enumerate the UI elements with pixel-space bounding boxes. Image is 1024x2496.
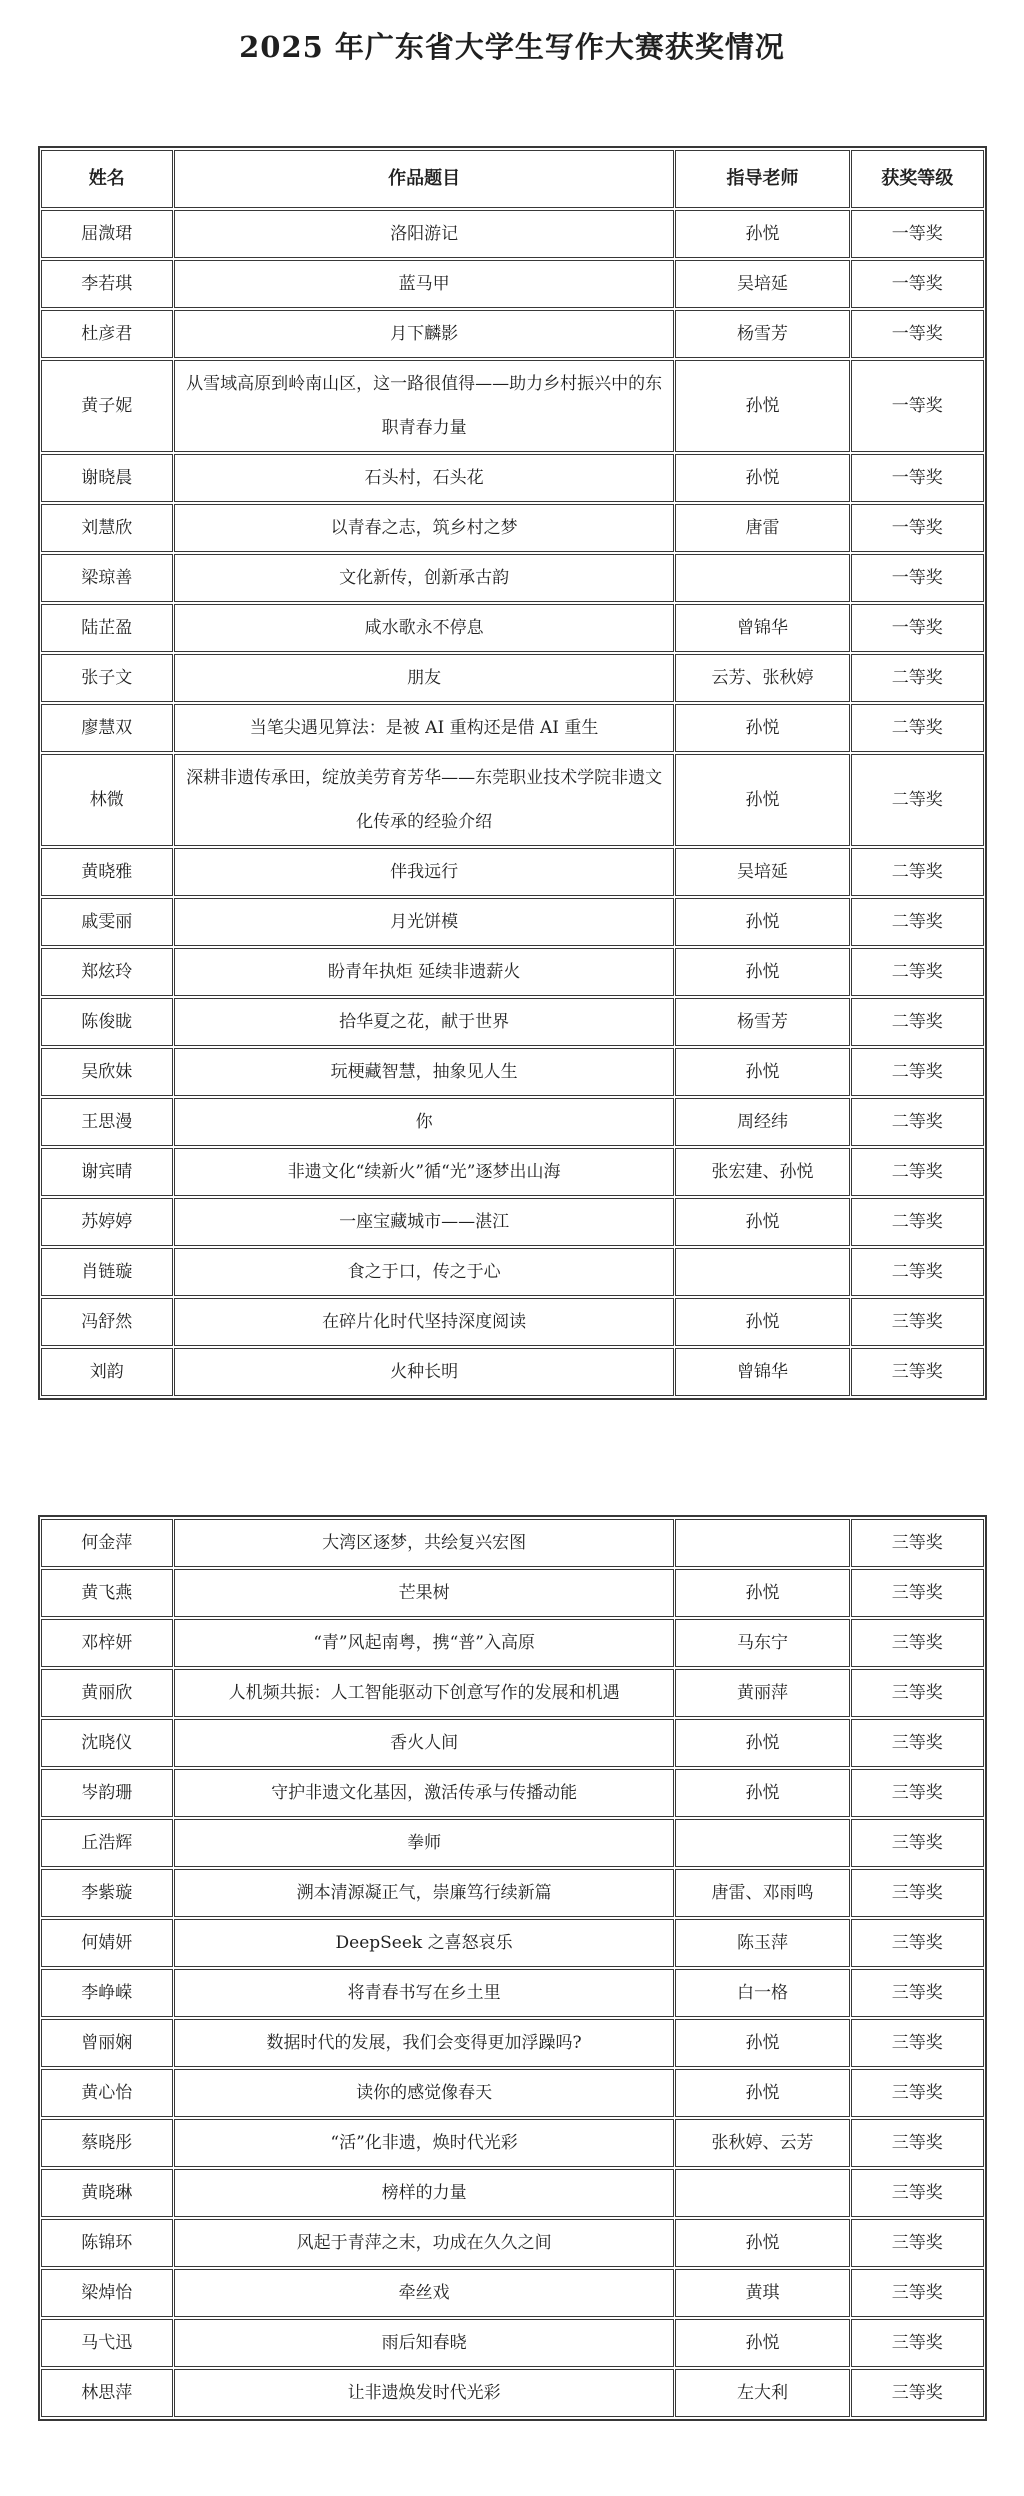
cell-work_title: 守护非遗文化基因，激活传承与传播动能 [174,1769,674,1817]
cell-name: 谢晓晨 [41,454,174,502]
cell-name: 马弋迅 [41,2319,174,2367]
cell-work_title: 大湾区逐梦，共绘复兴宏图 [174,1519,674,1567]
cell-advisor: 孙悦 [675,210,850,258]
cell-work_title: 从雪域高原到岭南山区，这一路很值得——助力乡村振兴中的东职青春力量 [174,360,674,452]
cell-name: 廖慧双 [41,704,174,752]
cell-name: 李峥嵘 [41,1969,174,2017]
cell-advisor [675,1819,850,1867]
cell-award_level: 二等奖 [851,1148,984,1196]
cell-work_title: “活”化非遗，焕时代光彩 [174,2119,674,2167]
page-title: 2025 年广东省大学生写作大赛获奖情况 [239,30,785,64]
cell-advisor: 孙悦 [675,948,850,996]
cell-award_level: 三等奖 [851,2119,984,2167]
cell-work_title: 以青春之志，筑乡村之梦 [174,504,674,552]
cell-work_title: 人机频共振：人工智能驱动下创意写作的发展和机遇 [174,1669,674,1717]
cell-advisor: 唐雷 [675,504,850,552]
table-row [41,2369,984,2417]
cell-work_title: 非遗文化“续新火”循“光”逐梦出山海 [174,1148,674,1196]
cell-name: 肖链璇 [41,1248,174,1296]
cell-award_level: 三等奖 [851,2319,984,2367]
cell-work_title: 月下麟影 [174,310,674,358]
cell-work_title: 风起于青萍之末，功成在久久之间 [174,2219,674,2267]
cell-award_level: 二等奖 [851,704,984,752]
cell-name: 曾丽娴 [41,2019,174,2067]
cell-advisor: 孙悦 [675,1769,850,1817]
cell-name: 张子文 [41,654,174,702]
cell-advisor: 孙悦 [675,1298,850,1346]
cell-work_title: 一座宝藏城市——湛江 [174,1198,674,1246]
cell-award_level: 二等奖 [851,654,984,702]
table-row [41,948,984,996]
cell-award_level: 三等奖 [851,2169,984,2217]
table-row [41,754,984,846]
table-body-section-1 [41,210,984,1396]
table-body-section-2 [41,1519,984,2417]
table-row [41,604,984,652]
cell-award_level: 一等奖 [851,554,984,602]
cell-award_level: 一等奖 [851,260,984,308]
cell-advisor: 孙悦 [675,1048,850,1096]
cell-advisor: 周经纬 [675,1098,850,1146]
table-header-row [41,150,984,208]
cell-work_title: 将青春书写在乡土里 [174,1969,674,2017]
cell-work_title: 深耕非遗传承田，绽放美劳育芳华——东莞职业技术学院非遗文化传承的经验介绍 [174,754,674,846]
cell-award_level: 一等奖 [851,504,984,552]
cell-work_title: 文化新传，创新承古韵 [174,554,674,602]
cell-award_level: 二等奖 [851,898,984,946]
cell-advisor: 孙悦 [675,754,850,846]
cell-award_level: 二等奖 [851,848,984,896]
table-row [41,2169,984,2217]
column-header-advisor: 指导老师 [675,150,850,208]
cell-advisor: 云芳、张秋婷 [675,654,850,702]
cell-award_level: 三等奖 [851,1619,984,1667]
cell-name: 邓梓妍 [41,1619,174,1667]
cell-name: 谢宾晴 [41,1148,174,1196]
cell-name: 屈溦珺 [41,210,174,258]
cell-work_title: 你 [174,1098,674,1146]
cell-work_title: 芒果树 [174,1569,674,1617]
cell-advisor: 白一格 [675,1969,850,2017]
cell-name: 何金萍 [41,1519,174,1567]
table-row [41,1248,984,1296]
cell-name: 杜彦君 [41,310,174,358]
cell-name: 梁琼善 [41,554,174,602]
cell-name: 何婧妍 [41,1919,174,1967]
cell-name: 王思漫 [41,1098,174,1146]
cell-work_title: 朋友 [174,654,674,702]
cell-work_title: 让非遗焕发时代光彩 [174,2369,674,2417]
awards-table-continued [38,1515,987,2421]
table-row [41,210,984,258]
cell-name: 黄晓琳 [41,2169,174,2217]
cell-advisor: 孙悦 [675,2219,850,2267]
cell-work_title: 数据时代的发展，我们会变得更加浮躁吗? [174,2019,674,2067]
table-row [41,260,984,308]
table-row [41,1148,984,1196]
table-row [41,310,984,358]
cell-work_title: 玩梗藏智慧，抽象见人生 [174,1048,674,1096]
cell-name: 刘韵 [41,1348,174,1396]
cell-name: 黄飞燕 [41,1569,174,1617]
cell-award_level: 三等奖 [851,1769,984,1817]
cell-work_title: 在碎片化时代坚持深度阅读 [174,1298,674,1346]
cell-award_level: 一等奖 [851,310,984,358]
table-row [41,704,984,752]
cell-award_level: 一等奖 [851,454,984,502]
cell-award_level: 三等奖 [851,1869,984,1917]
cell-advisor: 张宏建、孙悦 [675,1148,850,1196]
table-row [41,1669,984,1717]
cell-work_title: 盼青年执炬 延续非遗薪火 [174,948,674,996]
table-row [41,454,984,502]
cell-name: 戚雯丽 [41,898,174,946]
cell-award_level: 三等奖 [851,1969,984,2017]
cell-award_level: 二等奖 [851,754,984,846]
cell-advisor: 孙悦 [675,2319,850,2367]
cell-advisor: 孙悦 [675,2069,850,2117]
table-row [41,1519,984,1567]
cell-name: 林微 [41,754,174,846]
cell-award_level: 一等奖 [851,360,984,452]
table-row [41,1569,984,1617]
cell-advisor: 黄琪 [675,2269,850,2317]
table-row [41,1098,984,1146]
cell-advisor: 马东宁 [675,1619,850,1667]
cell-name: 李若琪 [41,260,174,308]
cell-work_title: 榜样的力量 [174,2169,674,2217]
cell-work_title: 拳师 [174,1819,674,1867]
cell-advisor: 吴培延 [675,260,850,308]
table-row [41,2119,984,2167]
cell-advisor: 张秋婷、云芳 [675,2119,850,2167]
table-row [41,1048,984,1096]
cell-award_level: 三等奖 [851,1819,984,1867]
cell-name: 丘浩辉 [41,1819,174,1867]
cell-advisor [675,1519,850,1567]
cell-advisor: 唐雷、邓雨鸣 [675,1869,850,1917]
table-row [41,2069,984,2117]
table-row [41,2269,984,2317]
table-row [41,1819,984,1867]
cell-work_title: “青”风起南粤，携“普”入高原 [174,1619,674,1667]
table-row [41,1719,984,1767]
awards-table-section-1 [38,146,987,1400]
cell-name: 岑韵珊 [41,1769,174,1817]
cell-work_title: 伴我远行 [174,848,674,896]
cell-work_title: 读你的感觉像春天 [174,2069,674,2117]
cell-advisor: 孙悦 [675,1198,850,1246]
table-row [41,2019,984,2067]
table-row [41,1298,984,1346]
table-row [41,1869,984,1917]
cell-name: 陈锦环 [41,2219,174,2267]
cell-work_title: 洛阳游记 [174,210,674,258]
cell-work_title: 当笔尖遇见算法：是被 AI 重构还是借 AI 重生 [174,704,674,752]
cell-advisor: 孙悦 [675,898,850,946]
cell-award_level: 二等奖 [851,948,984,996]
cell-name: 郑炫玲 [41,948,174,996]
cell-award_level: 三等奖 [851,2269,984,2317]
cell-award_level: 二等奖 [851,1048,984,1096]
table-row [41,998,984,1046]
cell-advisor: 杨雪芳 [675,310,850,358]
cell-name: 黄心怡 [41,2069,174,2117]
cell-name: 陈俊眬 [41,998,174,1046]
cell-name: 陆芷盈 [41,604,174,652]
table-row [41,2219,984,2267]
table-row [41,1769,984,1817]
cell-work_title: 雨后知春晓 [174,2319,674,2367]
cell-work_title: 石头村，石头花 [174,454,674,502]
cell-work_title: DeepSeek 之喜怒哀乐 [174,1919,674,1967]
cell-award_level: 三等奖 [851,2069,984,2117]
awards-table [38,146,987,1400]
cell-advisor: 孙悦 [675,704,850,752]
table-row [41,504,984,552]
cell-advisor: 曾锦华 [675,1348,850,1396]
cell-award_level: 三等奖 [851,1919,984,1967]
cell-name: 冯舒然 [41,1298,174,1346]
cell-advisor: 陈玉萍 [675,1919,850,1967]
table-row [41,2319,984,2367]
table-row [41,898,984,946]
cell-award_level: 二等奖 [851,1198,984,1246]
cell-advisor: 吴培延 [675,848,850,896]
cell-advisor: 杨雪芳 [675,998,850,1046]
column-header-award-level: 获奖等级 [851,150,984,208]
table-row [41,554,984,602]
cell-work_title: 月光饼模 [174,898,674,946]
table-row [41,1619,984,1667]
cell-award_level: 一等奖 [851,604,984,652]
cell-award_level: 三等奖 [851,1519,984,1567]
cell-advisor: 孙悦 [675,1719,850,1767]
cell-award_level: 一等奖 [851,210,984,258]
cell-award_level: 二等奖 [851,1098,984,1146]
table-row [41,1969,984,2017]
column-header-work-title: 作品题目 [174,150,674,208]
table-row [41,654,984,702]
cell-award_level: 三等奖 [851,1719,984,1767]
cell-work_title: 咸水歌永不停息 [174,604,674,652]
cell-name: 梁焯怡 [41,2269,174,2317]
cell-name: 蔡晓彤 [41,2119,174,2167]
cell-work_title: 溯本清源凝正气，崇廉笃行续新篇 [174,1869,674,1917]
cell-advisor: 曾锦华 [675,604,850,652]
cell-work_title: 蓝马甲 [174,260,674,308]
cell-work_title: 牵丝戏 [174,2269,674,2317]
cell-name: 苏婷婷 [41,1198,174,1246]
cell-advisor [675,2169,850,2217]
cell-name: 黄子妮 [41,360,174,452]
cell-award_level: 二等奖 [851,998,984,1046]
cell-name: 李紫璇 [41,1869,174,1917]
cell-award_level: 三等奖 [851,1569,984,1617]
cell-award_level: 三等奖 [851,1348,984,1396]
cell-name: 吴欣妹 [41,1048,174,1096]
cell-award_level: 三等奖 [851,1298,984,1346]
table-row [41,1198,984,1246]
cell-name: 黄丽欣 [41,1669,174,1717]
table-row [41,1919,984,1967]
cell-advisor: 孙悦 [675,360,850,452]
table-row [41,360,984,452]
cell-advisor: 孙悦 [675,454,850,502]
awards-table-section-2 [38,1515,987,2421]
cell-award_level: 二等奖 [851,1248,984,1296]
cell-work_title: 火种长明 [174,1348,674,1396]
cell-work_title: 拾华夏之花，献于世界 [174,998,674,1046]
table-row [41,848,984,896]
cell-advisor: 左大利 [675,2369,850,2417]
cell-advisor: 黄丽萍 [675,1669,850,1717]
cell-advisor: 孙悦 [675,2019,850,2067]
cell-award_level: 三等奖 [851,2219,984,2267]
cell-name: 沈晓仪 [41,1719,174,1767]
cell-name: 刘慧欣 [41,504,174,552]
cell-award_level: 三等奖 [851,2019,984,2067]
column-header-name: 姓名 [41,150,174,208]
table-row [41,1348,984,1396]
cell-advisor [675,554,850,602]
cell-work_title: 食之于口，传之于心 [174,1248,674,1296]
cell-work_title: 香火人间 [174,1719,674,1767]
cell-advisor: 孙悦 [675,1569,850,1617]
cell-award_level: 三等奖 [851,1669,984,1717]
cell-name: 黄晓雅 [41,848,174,896]
cell-award_level: 三等奖 [851,2369,984,2417]
cell-advisor [675,1248,850,1296]
cell-name: 林思萍 [41,2369,174,2417]
